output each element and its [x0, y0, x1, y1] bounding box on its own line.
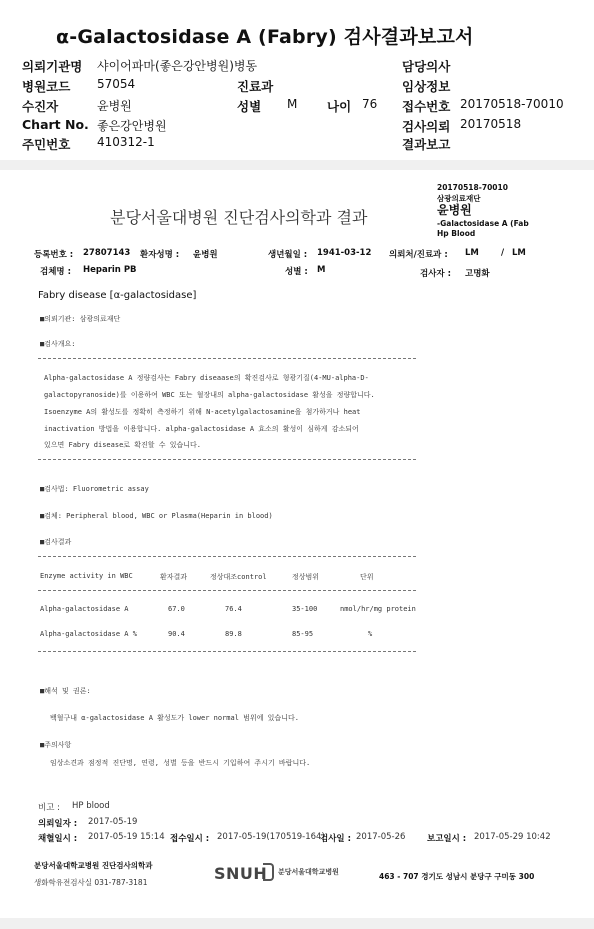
- table-cell: 89.8: [225, 630, 242, 638]
- header-label: 결과보고: [402, 137, 451, 152]
- reg-label: 등록번호 :: [34, 250, 74, 260]
- interpretation-heading: ■해석 및 권론:: [40, 687, 91, 695]
- table-header-cell: 단위: [360, 573, 374, 581]
- test-date-label: 검사일 :: [320, 834, 351, 844]
- request-date-value: 2017-05-19: [88, 817, 138, 827]
- table-cell: 85-95: [292, 630, 314, 638]
- header-value: 샤이어파마(좋은강안병원)병동: [97, 59, 258, 73]
- report-date-label: 보고일시 :: [427, 834, 467, 844]
- referral-line: ■의뢰기관: 삼광의료재단: [40, 315, 121, 323]
- header-label: 의뢰기관명: [22, 59, 83, 74]
- header-label: 수진자: [22, 99, 59, 114]
- header-label: Chart No.: [22, 117, 89, 132]
- patient-label: 환자성명 :: [140, 250, 180, 260]
- note-label: 비고 :: [38, 803, 60, 813]
- method-line: ■검사법: Fluorometric assay: [40, 485, 149, 493]
- overview-line: Isoenzyme A의 활성도를 정확히 측정하기 위해 N-acetylgalactosamine을 첨가하거나 heat: [44, 408, 361, 416]
- sex-value: M: [317, 265, 326, 275]
- specimen-label: 검체명 :: [40, 267, 71, 277]
- overview-line: galactopyranoside)를 이용하여 WBC 또는 혈장내의 alpha-galactosidase 활성을 정량합니다.: [44, 391, 375, 399]
- dept-label: 의뢰처/진료과 :: [389, 250, 448, 260]
- patient-value: 윤병원: [193, 250, 218, 260]
- specimen-line: ■검체: Peripheral blood, WBC or Plasma(Heparin in blood): [40, 512, 273, 520]
- divider: [38, 556, 416, 557]
- interpretation-text: 백혈구내 α-galactosidase A 활성도가 lower normal 범위에 있습니다.: [50, 714, 299, 722]
- report-date-value: 2017-05-29 10:42: [474, 832, 551, 842]
- header-value: 76: [362, 97, 378, 111]
- header-label: 주민번호: [22, 137, 71, 152]
- dob-value: 1941-03-12: [317, 248, 372, 258]
- specimen-value: Heparin PB: [83, 265, 137, 275]
- header-label: 임상정보: [402, 79, 451, 94]
- header-label: 성별: [237, 99, 262, 114]
- logo-text: SNUH: [214, 864, 268, 883]
- caution-heading: ■주의사항: [40, 741, 72, 749]
- sex-label: 성별 :: [285, 267, 308, 277]
- receipt-value: 2017-05-19(170519-164): [217, 832, 325, 842]
- collection-value: 2017-05-19 15:14: [88, 832, 165, 842]
- header-label: 진료과: [237, 79, 274, 94]
- table-cell: Alpha-galactosidase A: [40, 605, 129, 613]
- corner-id: 20170518-70010: [437, 183, 508, 192]
- request-date-label: 의뢰일자 :: [38, 819, 78, 829]
- table-header-cell: 정상범위: [292, 573, 320, 581]
- dept-value-2: LM: [512, 248, 526, 258]
- header-label: 담당의사: [402, 59, 451, 74]
- overview-heading: ■검사개요:: [40, 340, 76, 348]
- header-value: 좋은강안병원: [97, 119, 167, 133]
- tester-label: 검사자 :: [420, 269, 451, 279]
- tester-value: 고명화: [465, 269, 490, 279]
- table-cell: %: [368, 630, 373, 638]
- hospital-report-title: 분당서울대병원 진단검사의학과 결과: [110, 208, 368, 227]
- table-cell: 76.4: [225, 605, 242, 613]
- logo-mark-icon: [263, 863, 274, 881]
- footer-address: 463 - 707 경기도 성남시 분당구 구미동 300: [379, 872, 535, 881]
- overview-line: 있으면 Fabry disease로 확진할 수 있습니다.: [44, 441, 202, 449]
- dept-separator: /: [501, 248, 505, 258]
- header-value: 410312-1: [97, 135, 155, 149]
- corner-sample: Hp Blood: [437, 229, 476, 238]
- scanned-report: [0, 170, 594, 918]
- corner-test: -Galactosidase A (Fab: [437, 219, 529, 228]
- footer-department: 분당서울대학교병원 진단검사의학과: [34, 861, 153, 870]
- overview-line: Alpha-galactosidase A 정량검사는 Fabry diseaase의 확진검사로 형광기질(4-MU-alpha-D-: [44, 374, 369, 382]
- dob-label: 생년월일 :: [268, 250, 308, 260]
- reg-value: 27807143: [83, 248, 131, 258]
- divider: [38, 459, 416, 460]
- header-value: 윤병원: [97, 99, 132, 113]
- report-header: [0, 0, 594, 160]
- divider: [38, 590, 416, 591]
- divider: [38, 651, 416, 652]
- result-heading: ■검사결과: [40, 538, 72, 546]
- dept-value: LM: [465, 248, 479, 258]
- logo-subtext: 분당서울대학교병원: [278, 868, 339, 876]
- receipt-label: 접수일시 :: [170, 834, 210, 844]
- table-cell: 90.4: [168, 630, 185, 638]
- corner-inst: 삼광의료재단: [437, 194, 481, 203]
- footer-lab: 생화학유전검사실 031-787-3181: [34, 878, 148, 887]
- table-cell: Alpha-galactosidase A %: [40, 630, 137, 638]
- header-label: 병원코드: [22, 79, 71, 94]
- note-value: HP blood: [72, 801, 110, 811]
- table-header-cell: 정상대조control: [210, 573, 267, 581]
- table-header-cell: 환자결과: [160, 573, 188, 581]
- test-date-value: 2017-05-26: [356, 832, 406, 842]
- header-label: 접수번호: [402, 99, 451, 114]
- table-cell: 35-100: [292, 605, 318, 613]
- report-title: α-Galactosidase A (Fabry) 검사결과보고서: [56, 26, 474, 48]
- divider: [38, 358, 416, 359]
- corner-name: 윤병원: [437, 203, 472, 217]
- overview-line: inactivation 방법을 이용합니다. alpha-galactosidase A 효소의 활성이 심하게 감소되어: [44, 425, 359, 433]
- header-value: 57054: [97, 77, 136, 91]
- table-header-cell: Enzyme activity in WBC: [40, 572, 133, 580]
- section-title: Fabry disease [α-galactosidase]: [38, 290, 197, 301]
- header-label: 검사의뢰: [402, 119, 451, 134]
- table-cell: 67.0: [168, 605, 185, 613]
- header-value: M: [287, 97, 298, 111]
- header-value: 20170518: [460, 117, 522, 131]
- header-value: 20170518-70010: [460, 97, 564, 111]
- header-label: 나이: [327, 99, 352, 114]
- caution-text: 임상소견과 점정적 진단명, 연령, 성별 등을 반드시 기입하여 주시기 바랍니다.: [50, 759, 311, 767]
- collection-label: 채혈일시 :: [38, 834, 78, 844]
- table-cell: nmol/hr/mg protein: [340, 605, 416, 613]
